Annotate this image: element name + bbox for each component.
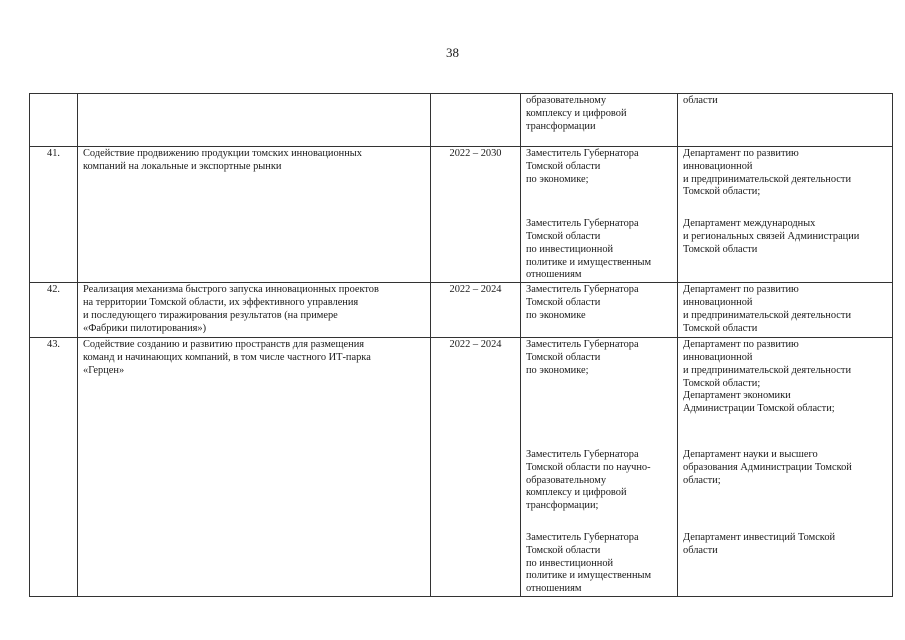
- row-number: 43.: [30, 338, 78, 597]
- responsible-line: Томской области: [526, 544, 601, 556]
- executor-line: Департамент экономики: [683, 390, 791, 402]
- responsible-block: [526, 339, 672, 416]
- executor-line: Департамент по развитию: [683, 284, 799, 296]
- measure-name-line: компаний на локальные и экспортные рынки: [83, 160, 282, 172]
- executor-line: Департамент по развитию: [683, 339, 799, 351]
- measure-name-line: и последующего тиражирования результатов (на примере: [83, 309, 338, 321]
- responsible-line: политике и имущественным: [526, 570, 652, 582]
- executor-line: инновационной: [683, 160, 753, 172]
- executor-line: и предпринимательской деятельности: [683, 364, 852, 376]
- table-row: [30, 94, 893, 147]
- responsible-line: трансформации;: [526, 500, 599, 512]
- measure-name-line: Содействие созданию и развитию пространств для размещения: [83, 339, 365, 351]
- responsible-block: [526, 218, 672, 282]
- executor-line: Томской области;: [683, 377, 761, 389]
- row-number: 41.: [30, 147, 78, 283]
- responsible-line: Заместитель Губернатора: [526, 218, 639, 230]
- executors-block: [683, 449, 887, 513]
- responsible-line: Томской области по научно-: [526, 461, 651, 473]
- implementation-period: [431, 94, 521, 147]
- executors: [678, 338, 893, 597]
- responsible-block: [526, 449, 672, 513]
- executor-line: и предпринимательской деятельности: [683, 173, 852, 185]
- responsible-line: Заместитель Губернатора: [526, 148, 639, 159]
- responsible-line: образовательному: [526, 95, 607, 106]
- responsible-line: отношениям: [526, 583, 582, 595]
- executors-block: [683, 284, 887, 335]
- responsible-line: по экономике: [526, 309, 586, 321]
- responsible-line: комплексу и цифровой: [526, 107, 627, 119]
- executor-line: Администрации Томской области;: [683, 403, 835, 415]
- executors: [678, 283, 893, 338]
- responsible-official: [521, 338, 678, 597]
- responsible-block: [526, 95, 672, 133]
- responsible-line: Томской области: [526, 160, 601, 172]
- responsible-official: [521, 94, 678, 147]
- responsible-line: отношениям: [526, 269, 582, 281]
- executor-line: образования Администрации Томской: [683, 461, 852, 473]
- responsible-line: Заместитель Губернатора: [526, 448, 639, 460]
- executors-block: [683, 339, 887, 416]
- page-number: 38: [446, 45, 459, 60]
- responsible-block: [526, 532, 672, 596]
- responsible-line: политике и имущественным: [526, 256, 652, 268]
- measure-name: [78, 338, 431, 597]
- implementation-period: 2022 – 2030: [431, 147, 521, 283]
- measure-name-line: на территории Томской области, их эффективного управления: [83, 296, 359, 308]
- executor-line: области: [683, 95, 718, 106]
- executor-line: Департамент науки и высшего: [683, 448, 818, 460]
- executor-line: Департамент по развитию: [683, 148, 799, 159]
- executor-line: Томской области: [683, 322, 758, 334]
- responsible-official: [521, 283, 678, 338]
- executor-line: Департамент инвестиций Томской: [683, 531, 836, 543]
- executors-block: [683, 532, 887, 596]
- responsible-line: Томской области: [526, 351, 601, 363]
- implementation-period: 2022 – 2024: [431, 283, 521, 338]
- responsible-line: комплексу и цифровой: [526, 487, 627, 499]
- measure-name: [78, 147, 431, 283]
- row-number: 42.: [30, 283, 78, 338]
- executors: [678, 94, 893, 147]
- responsible-line: по инвестиционной: [526, 557, 614, 569]
- responsible-line: Заместитель Губернатора: [526, 284, 639, 296]
- row-number: [30, 94, 78, 147]
- executors: [678, 147, 893, 283]
- executors-block: [683, 148, 887, 199]
- executor-line: Департамент международных: [683, 218, 816, 230]
- responsible-line: Томской области: [526, 296, 601, 308]
- responsible-block: [526, 148, 672, 199]
- responsible-line: Заместитель Губернатора: [526, 339, 639, 351]
- measure-name: [78, 283, 431, 338]
- responsible-official: [521, 147, 678, 283]
- responsible-line: по экономике;: [526, 173, 589, 185]
- measure-name-line: «Герцен»: [83, 364, 125, 376]
- executors-block: [683, 218, 887, 282]
- responsible-line: трансформации: [526, 120, 596, 132]
- responsible-line: Томской области: [526, 230, 601, 242]
- responsible-line: по инвестиционной: [526, 243, 614, 255]
- responsible-block: [526, 284, 672, 335]
- measure-name-line: Реализация механизма быстрого запуска инновационных проектов: [83, 284, 379, 296]
- responsible-line: Заместитель Губернатора: [526, 531, 639, 543]
- table-row: [30, 338, 893, 597]
- executor-line: инновационной: [683, 351, 753, 363]
- table-row: [30, 283, 893, 338]
- executor-line: и региональных связей Администрации: [683, 230, 860, 242]
- executor-line: области: [683, 544, 718, 556]
- measure-name: [78, 94, 431, 147]
- executor-line: и предпринимательской деятельности: [683, 309, 852, 321]
- table-row: [30, 147, 893, 283]
- measures-table: [29, 93, 893, 597]
- executor-line: Томской области;: [683, 186, 761, 198]
- implementation-period: 2022 – 2024: [431, 338, 521, 597]
- measure-name-line: «Фабрики пилотирования»): [83, 322, 207, 334]
- executor-line: области;: [683, 474, 721, 486]
- responsible-line: по экономике;: [526, 364, 589, 376]
- executor-line: Томской области: [683, 243, 758, 255]
- measure-name-line: команд и начинающих компаний, в том числе частного ИТ-парка: [83, 351, 371, 363]
- executor-line: инновационной: [683, 296, 753, 308]
- executors-block: [683, 95, 887, 133]
- responsible-line: образовательному: [526, 474, 607, 486]
- measure-name-line: Содействие продвижению продукции томских инновационных: [83, 148, 362, 159]
